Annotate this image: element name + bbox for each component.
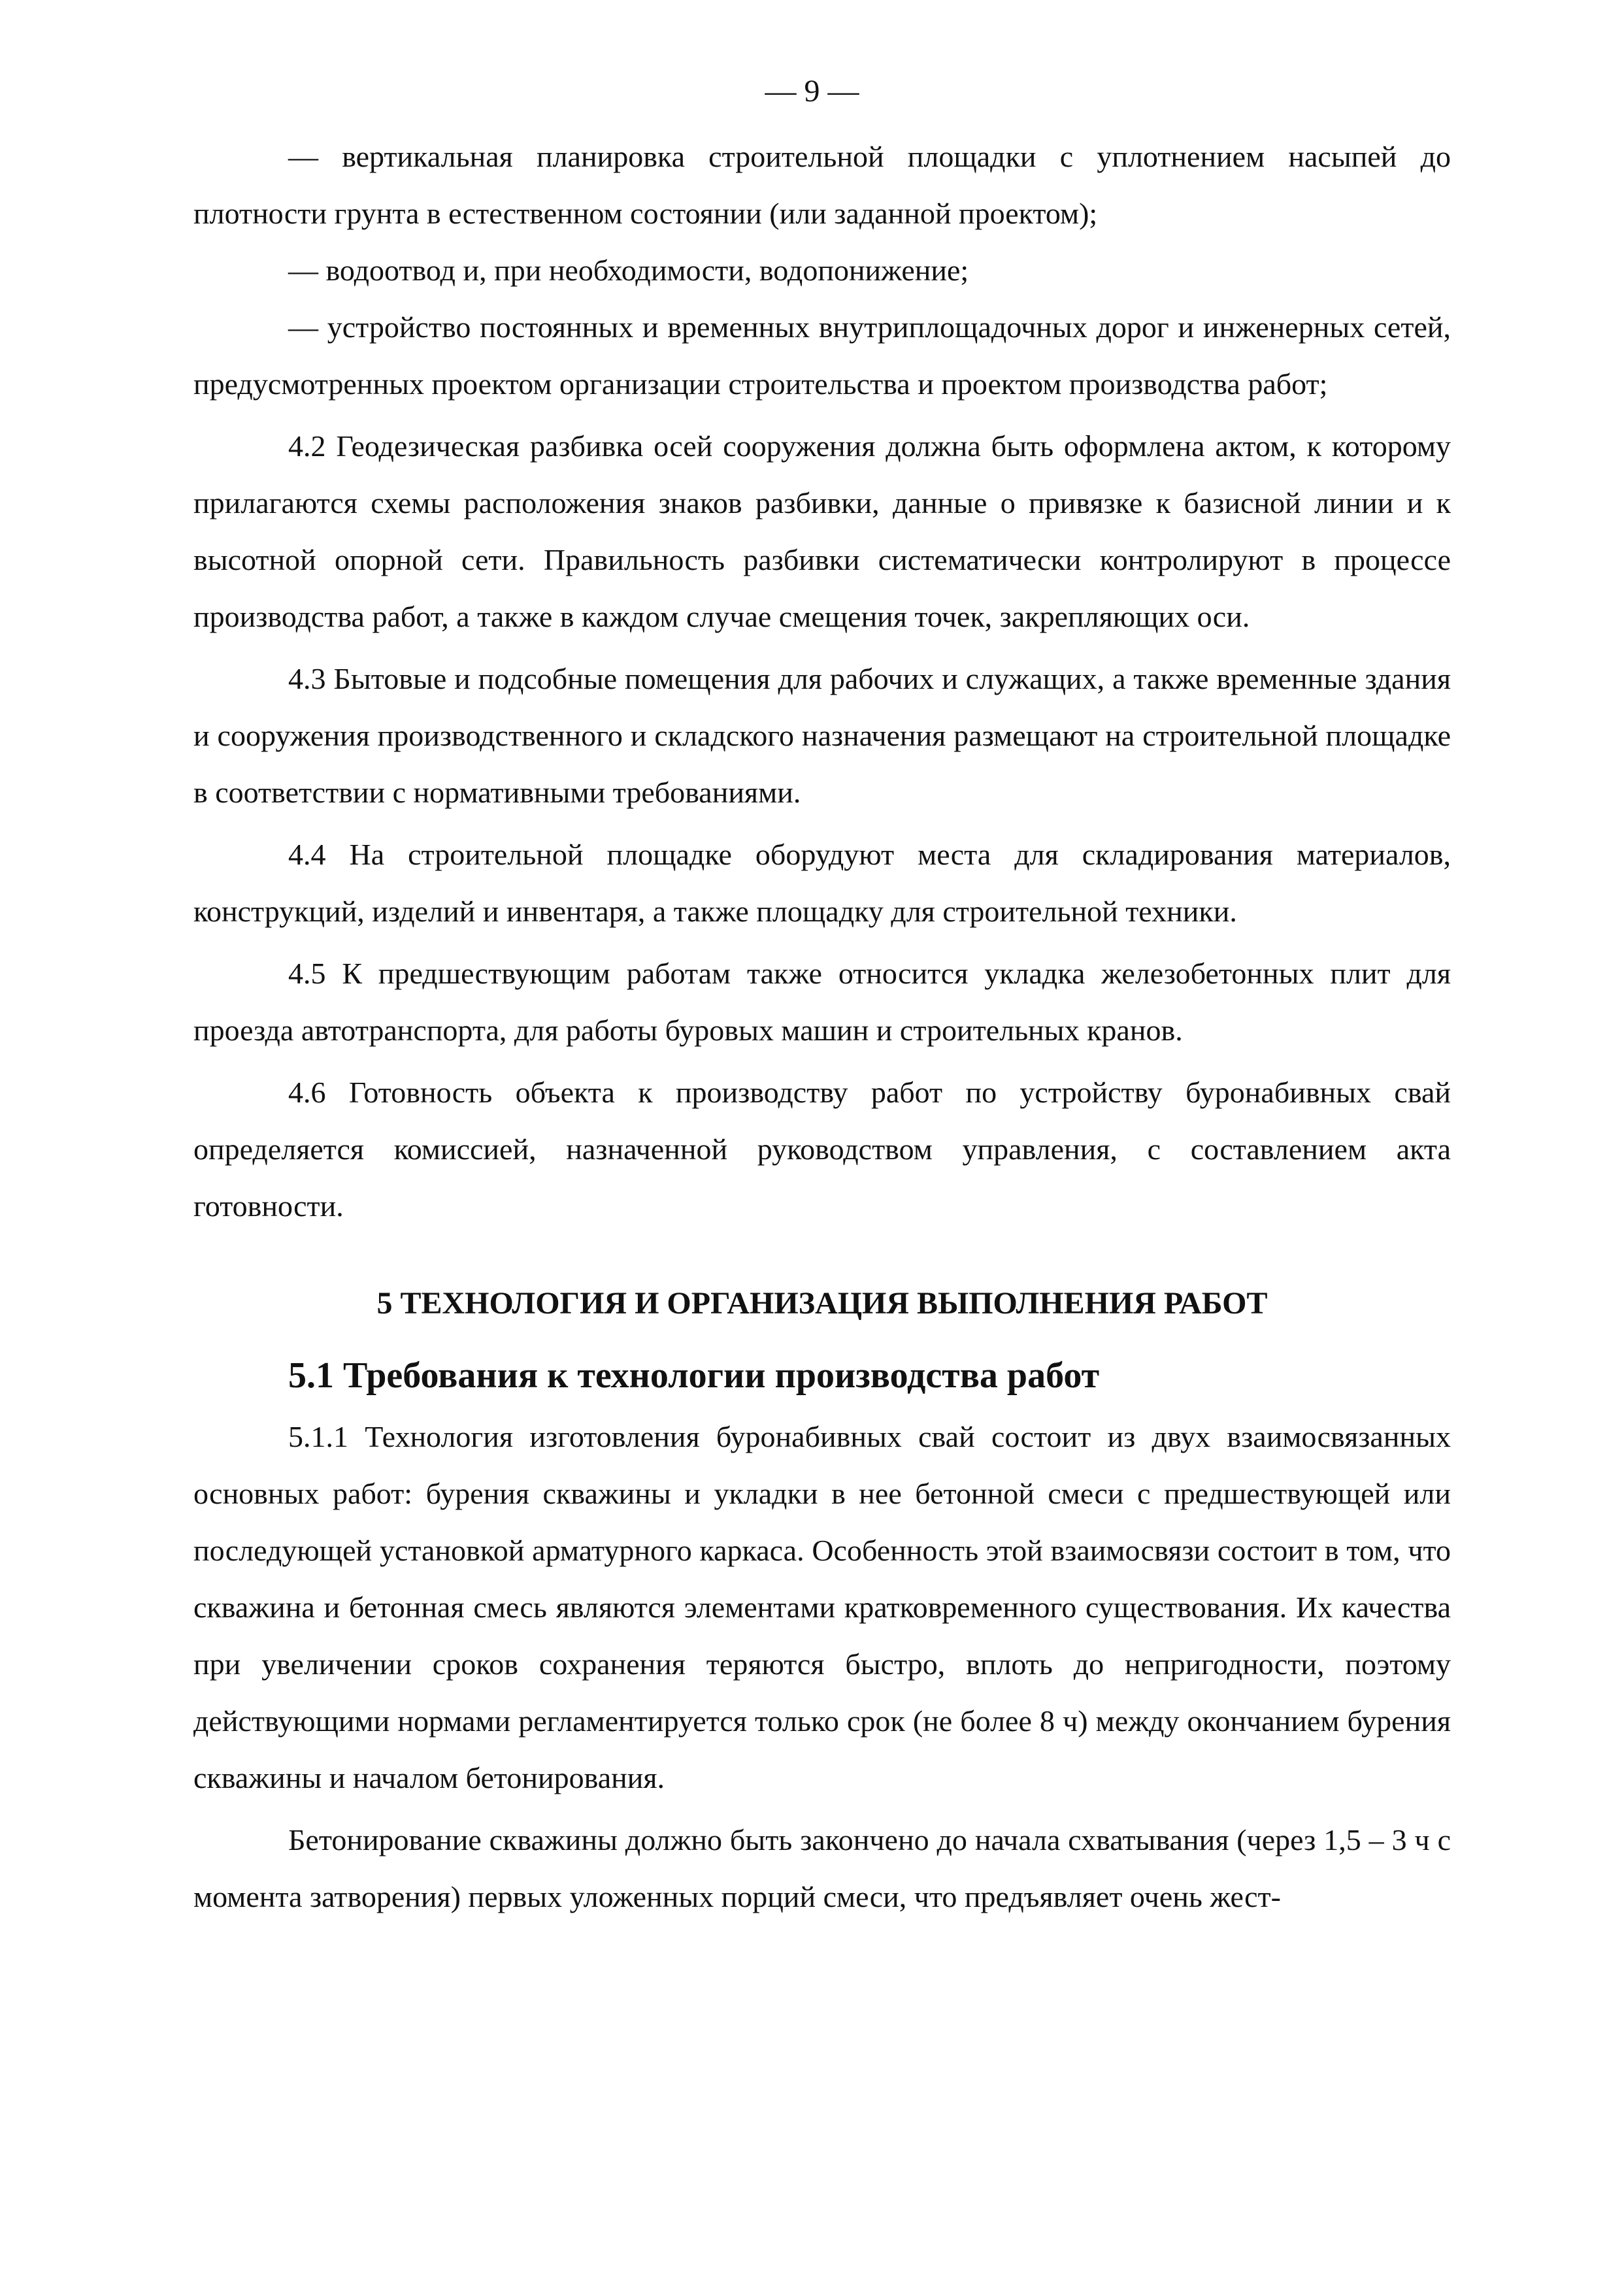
paragraph-4-6: 4.6 Готовность объекта к производству работ по устройству буронабивных свай определяется комиссией, назначенной руководством управления, с составлением акта готовности. — [193, 1076, 1451, 1223]
list-item: — водоотвод и, при необходимости, водопонижение; — [288, 254, 969, 287]
subsection-heading: 5.1 Требования к технологии производства работ — [288, 1355, 1100, 1396]
paragraph-4-2: 4.2 Геодезическая разбивка осей сооружения должна быть оформлена актом, к которому прилагаются схемы расположения знаков разбивки, данные о привязке к базисной линии и к высотной опорной сети. Правильность разбивки систематически контролируют в процессе производства работ, а также в каждом случае смещения точек, закрепляющих оси. — [193, 429, 1451, 633]
document-body — [193, 128, 1451, 1925]
list-item: — вертикальная планировка строительной площадки с уплотнением насыпей до плотности грунта в естественном состоянии (или заданной проектом); — [193, 140, 1451, 230]
paragraph-4-3: 4.3 Бытовые и подсобные помещения для рабочих и служащих, а также временные здания и сооружения производственного и складского назначения размещают на строительной площадке в соответствии с нормативными требованиями. — [193, 662, 1451, 809]
page-number: — 9 — — [765, 74, 859, 108]
paragraph-concreting: Бетонирование скважины должно быть закончено до начала схватывания (через 1,5 – 3 ч с момента затворения) первых уложенных порций смеси, что предъявляет очень жест- — [193, 1823, 1451, 1913]
list-item: — устройство постоянных и временных внутриплощадочных дорог и инженерных сетей, предусмотренных проектом организации строительства и проектом производства работ; — [193, 310, 1451, 401]
paragraph-4-4: 4.4 На строительной площадке оборудуют места для складирования материалов, конструкций, изделий и инвентаря, а также площадку для строительной техники. — [193, 838, 1451, 928]
paragraph-5-1-1: 5.1.1 Технология изготовления буронабивных свай состоит из двух взаимосвязанных основных работ: бурения скважины и укладки в нее бетонной смеси с предшествующей или последующей установкой арматурного каркаса. Особенность этой взаимосвязи состоит в том, что скважина и бетонная смесь являются элементами кратковременного существования. Их качества при увеличении сроков сохранения теряются быстро, вплоть до непригодности, поэтому действующими нормами регламентируется только срок (не более 8 ч) между окончанием бурения скважины и началом бетонирования. — [193, 1420, 1451, 1794]
paragraph-4-5: 4.5 К предшествующим работам также относится укладка железобетонных плит для проезда автотранспорта, для работы буровых машин и строительных кранов. — [193, 957, 1451, 1047]
section-heading: 5 ТЕХНОЛОГИЯ И ОРГАНИЗАЦИЯ ВЫПОЛНЕНИЯ РАБОТ — [376, 1286, 1268, 1321]
